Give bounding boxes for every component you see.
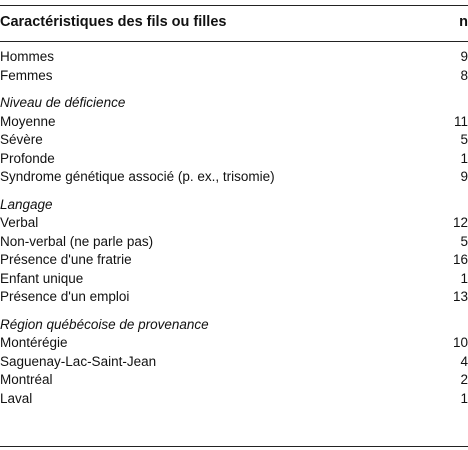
- header-label: Caractéristiques des fils ou filles: [0, 14, 227, 30]
- row-value: 4: [460, 353, 468, 369]
- row-value: 1: [460, 150, 468, 166]
- row-label: Femmes: [0, 67, 53, 83]
- row-label: Syndrome génétique associé (p. ex., trisomie): [0, 169, 275, 184]
- section-heading: [0, 196, 468, 215]
- row-label: Hommes: [0, 49, 55, 64]
- row-label: Non-verbal (ne parle pas): [0, 233, 154, 249]
- row-label: Laval: [0, 390, 33, 406]
- group-gap: [0, 85, 468, 94]
- table-row: [0, 214, 468, 233]
- table-row: [0, 131, 468, 150]
- table-row: [0, 113, 468, 132]
- section-title: Région québécoise de provenance: [0, 316, 209, 332]
- table-row: [0, 353, 468, 372]
- table-row: [0, 390, 468, 409]
- row-label: Saguenay-Lac-Saint-Jean: [0, 353, 157, 369]
- table-row: [0, 251, 468, 270]
- bottom-rule: [0, 446, 468, 447]
- row-value: 13: [452, 289, 468, 304]
- section-heading: [0, 94, 468, 113]
- row-label: Profonde: [0, 150, 55, 166]
- table-row: [0, 334, 468, 353]
- row-value: 1: [460, 270, 468, 286]
- table-row: [0, 48, 468, 67]
- row-value: 16: [452, 252, 468, 267]
- table-row: [0, 168, 468, 187]
- row-value: 2: [460, 372, 468, 387]
- row-value: 8: [460, 67, 468, 83]
- section-heading: [0, 316, 468, 335]
- table-row: [0, 288, 468, 307]
- section-title: Langage: [0, 196, 53, 212]
- table-body: [0, 48, 468, 408]
- table-row: [0, 270, 468, 289]
- row-label: Présence d'une fratrie: [0, 252, 132, 267]
- row-value: 5: [460, 132, 468, 147]
- table-row: [0, 371, 468, 390]
- row-label: Moyenne: [0, 113, 56, 129]
- row-label: Montréal: [0, 372, 53, 387]
- group-gap: [0, 307, 468, 316]
- top-rule: [0, 5, 468, 6]
- row-label: Présence d'un emploi: [0, 289, 130, 304]
- row-value: 11: [453, 113, 468, 129]
- table-row: [0, 233, 468, 252]
- row-label: Sévère: [0, 132, 43, 147]
- row-label: Verbal: [0, 215, 39, 230]
- row-value: 1: [460, 390, 468, 406]
- table-row: [0, 67, 468, 86]
- row-value: 9: [460, 49, 468, 64]
- section-title: Niveau de déficience: [0, 95, 126, 110]
- row-value: 9: [460, 169, 468, 184]
- header-n: n: [459, 14, 468, 30]
- table-row: [0, 150, 468, 169]
- header-rule: [0, 41, 468, 42]
- row-label: Enfant unique: [0, 270, 84, 286]
- table-header: [0, 10, 468, 36]
- row-label: Montérégie: [0, 335, 68, 350]
- group-gap: [0, 187, 468, 196]
- row-value: 5: [460, 233, 468, 249]
- row-value: 12: [452, 215, 468, 230]
- row-value: 10: [452, 335, 468, 350]
